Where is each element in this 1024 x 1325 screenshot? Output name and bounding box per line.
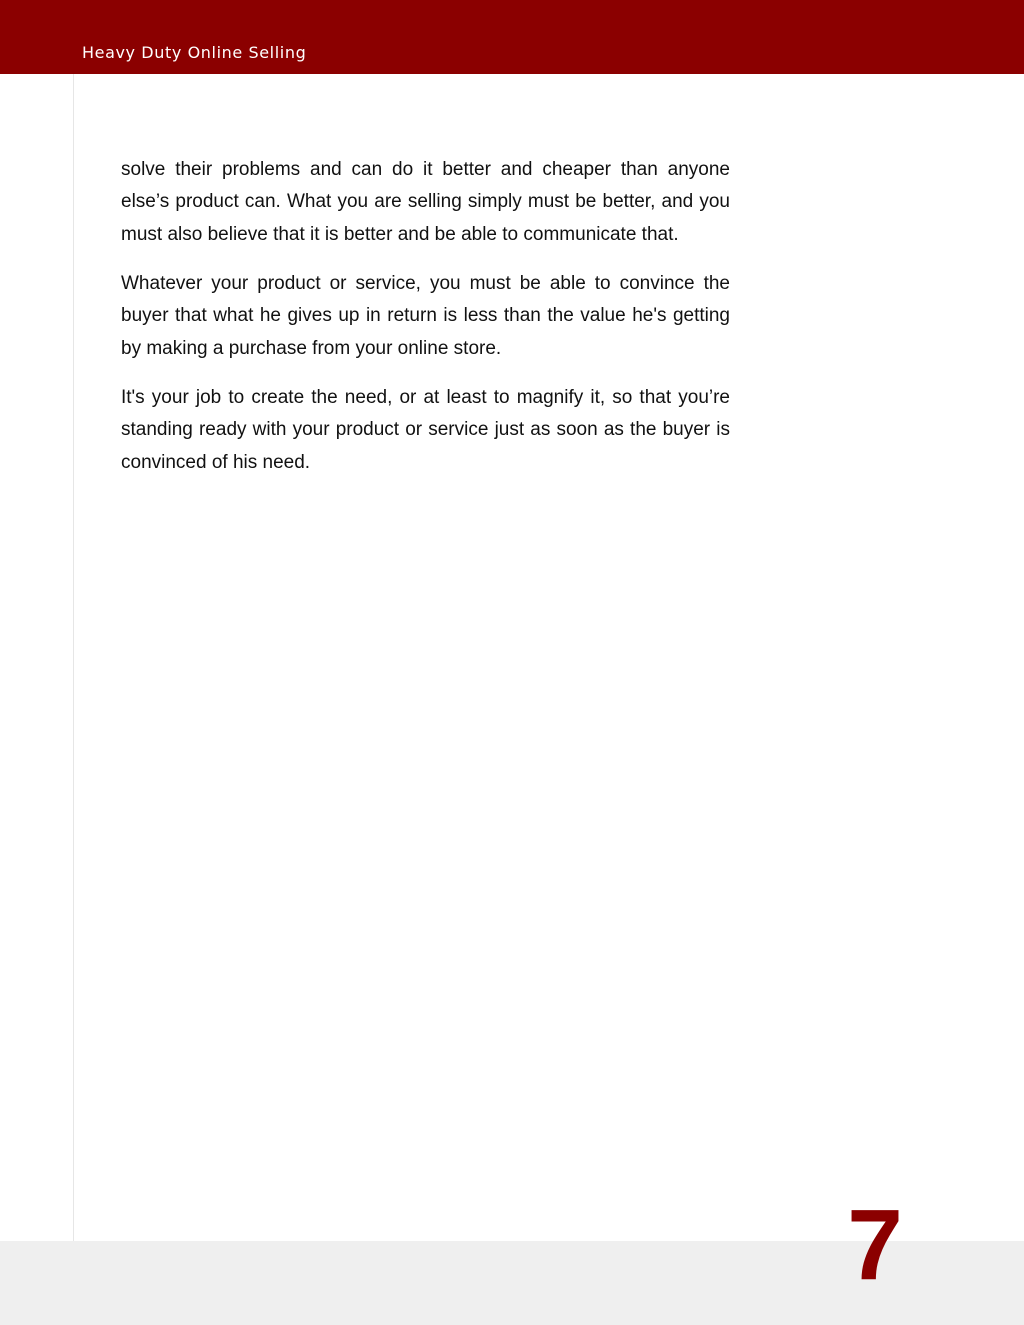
left-margin-rule <box>73 74 74 1241</box>
document-title: Heavy Duty Online Selling <box>82 43 307 62</box>
paragraph: solve their problems and can do it better and cheaper than anyone else’s product can. What you are selling simply must be better, and you must also believe that it is better and be able to communicate that. <box>121 159 730 245</box>
paragraph: Whatever your product or service, you must be able to convince the buyer that what he gives up in return is less than the value he's getting by making a purchase from your online store. <box>121 273 730 359</box>
page-body <box>121 154 730 496</box>
header-bar <box>0 0 1024 74</box>
page-number: 7 <box>847 1189 903 1301</box>
paragraph: It's your job to create the need, or at least to magnify it, so that you’re standing ready with your product or service just as soon as the buyer is convinced of his need. <box>121 387 730 473</box>
